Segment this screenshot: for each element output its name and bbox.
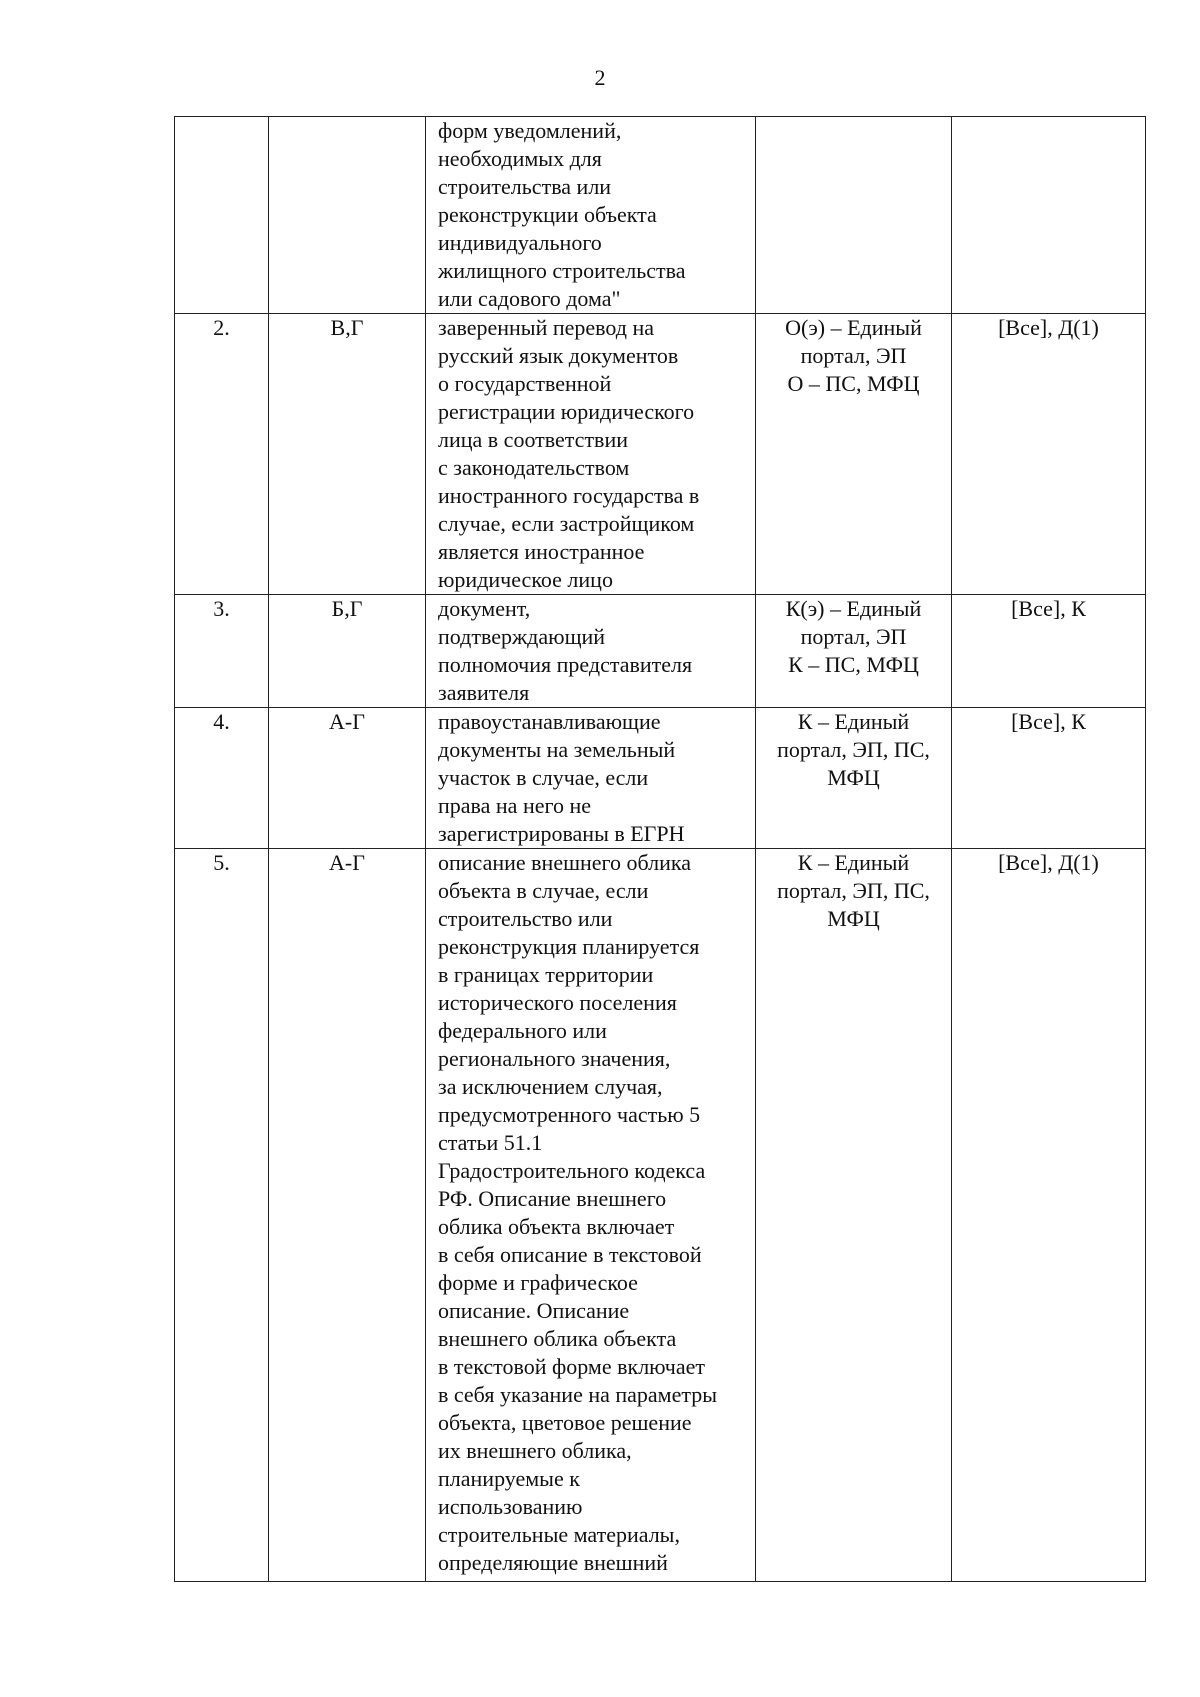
table-row — [175, 595, 1146, 708]
table-row — [175, 708, 1146, 849]
submission-channel-cell: К – Единый портал, ЭП, ПС, МФЦ — [756, 849, 952, 1582]
applicability-code-cell: [Все], Д(1) — [952, 849, 1146, 1582]
applicability-code-cell — [952, 117, 1146, 314]
submission-channel-cell: К(э) – Единый портал, ЭП К – ПС, МФЦ — [756, 595, 952, 708]
document-description-cell: описание внешнего облика объекта в случае, если строительство или реконструкция планируется в границах территории исторического поселения федерального или регионального значения, за исключением случая, предусмотренного частью 5 статьи 51.1 Градостроительного кодекса РФ. Описание внешнего облика объекта включает в себя описание в текстовой форме и графическое описание. Описание внешнего облика объекта в текстовой форме включает в себя указание на параметры объекта, цветовое решение их внешнего облика, планируемые к использованию строительные материалы, определяющие внешний — [426, 849, 756, 1582]
applicability-code-cell: [Все], Д(1) — [952, 314, 1146, 595]
applicability-code-cell: [Все], К — [952, 595, 1146, 708]
category-cell: Б,Г — [269, 595, 426, 708]
table-row — [175, 117, 1146, 314]
document-description-cell: правоустанавливающие документы на земельный участок в случае, если права на него не зарегистрированы в ЕГРН — [426, 708, 756, 849]
category-cell: А-Г — [269, 708, 426, 849]
table-row — [175, 849, 1146, 1582]
row-number-cell: 4. — [175, 708, 269, 849]
document-description-cell: форм уведомлений, необходимых для строительства или реконструкции объекта индивидуального жилищного строительства или садового дома" — [426, 117, 756, 314]
category-cell: В,Г — [269, 314, 426, 595]
category-cell — [269, 117, 426, 314]
row-number-cell — [175, 117, 269, 314]
submission-channel-cell: К – Единый портал, ЭП, ПС, МФЦ — [756, 708, 952, 849]
submission-channel-cell: О(э) – Единый портал, ЭП О – ПС, МФЦ — [756, 314, 952, 595]
table-row — [175, 314, 1146, 595]
page-number: 2 — [594, 65, 606, 90]
submission-channel-cell — [756, 117, 952, 314]
documents-table — [174, 116, 1146, 1582]
document-description-cell: заверенный перевод на русский язык документов о государственной регистрации юридического лица в соответствии с законодательством иностранного государства в случае, если застройщиком является иностранное юридическое лицо — [426, 314, 756, 595]
row-number-cell: 2. — [175, 314, 269, 595]
document-description-cell: документ, подтверждающий полномочия представителя заявителя — [426, 595, 756, 708]
row-number-cell: 5. — [175, 849, 269, 1582]
category-cell: А-Г — [269, 849, 426, 1582]
applicability-code-cell: [Все], К — [952, 708, 1146, 849]
row-number-cell: 3. — [175, 595, 269, 708]
